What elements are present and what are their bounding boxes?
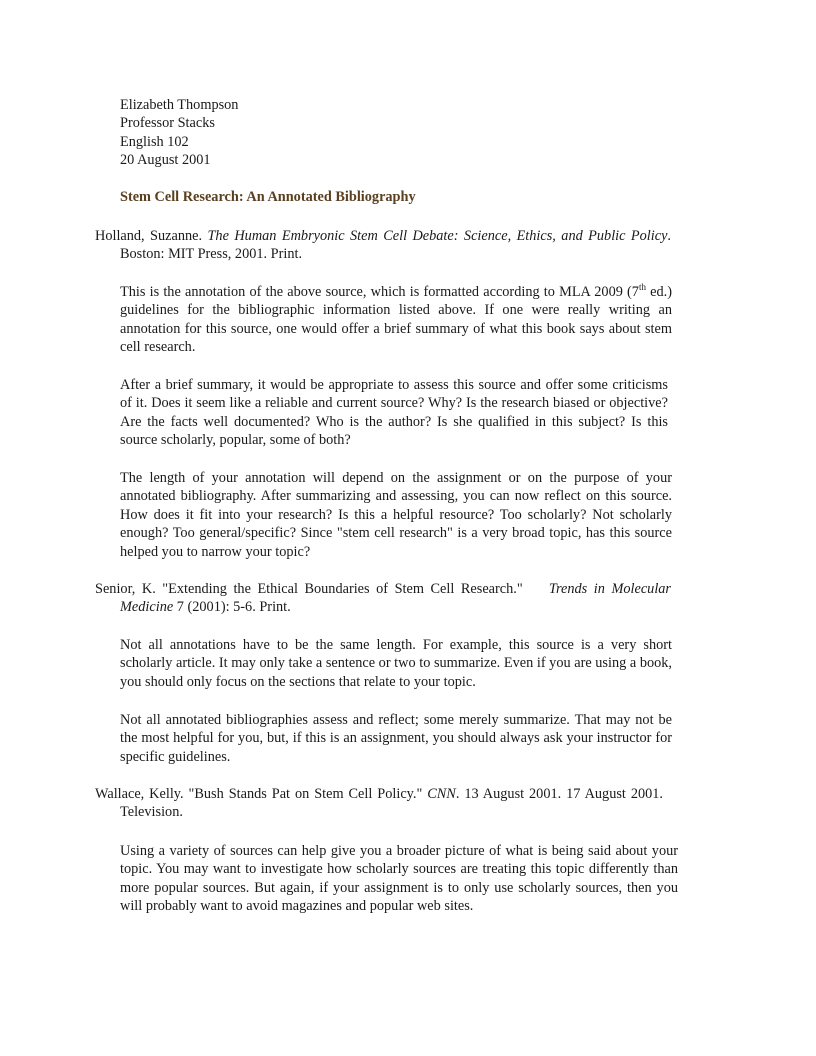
paper-date: 20 August 2001 <box>120 152 211 169</box>
annotation-paragraph: Not all annotations have to be the same length. For example, this source is a very short scholarly article. It may only take a sentence or two to summarize. Even if you are using a book, you should only focus on the sections that relate to your topic. <box>120 637 672 690</box>
citation-publication: 7 (2001): 5-6. Print. <box>173 599 291 616</box>
bibliography-entry <box>95 785 663 822</box>
citation-publication: . 13 August 2001. 17 August 2001. Television. <box>120 786 663 821</box>
document-title: Stem Cell Research: An Annotated Bibliography <box>120 189 416 205</box>
citation-author: Senior, K. "Extending the Ethical Boundaries of Stem Cell Research." <box>95 581 549 597</box>
citation-publication: . Boston: MIT Press, 2001. Print. <box>120 228 671 263</box>
heading-block <box>120 96 238 170</box>
citation-author: Holland, Suzanne. <box>95 228 208 244</box>
annotation-paragraph: This is the annotation of the above source, which is formatted according to MLA 2009 (7th ed.) guidelines for the bibliographic information listed above. If one were really writing an annotation for this source, one would offer a brief summary of what this book says about stem cell research. <box>120 282 672 356</box>
citation <box>95 785 663 822</box>
citation <box>95 580 671 617</box>
annotation-paragraph: After a brief summary, it would be appropriate to assess this source and offer some criticisms of it. Does it seem like a reliable and current source? Why? Is the research biased or objective? Are the facts well documented? Who is the author? Is she qualified in this subject? Is this source scholarly, popular, some of both? <box>120 377 668 449</box>
annotation-paragraph: The length of your annotation will depend on the assignment or on the purpose of your annotated bibliography. After summarizing and assessing, you can now reflect on this source. How does it fit into your research? Is this a helpful resource? Too scholarly? Not scholarly enough? Too general/specific? Since "stem cell research" is a very broad topic, has this source helped you to narrow your topic? <box>120 470 672 560</box>
citation <box>95 227 671 264</box>
citation-title: The Human Embryonic Stem Cell Debate: Science, Ethics, and Public Policy <box>207 228 668 244</box>
citation-title: CNN <box>427 786 456 802</box>
annotation-paragraph: Not all annotated bibliographies assess and reflect; some merely summarize. That may not be the most helpful for you, but, if this is an assignment, you should always ask your instructor for specific guidelines. <box>120 712 672 765</box>
bibliography-entry <box>95 580 671 617</box>
citation-author: Wallace, Kelly. "Bush Stands Pat on Stem Cell Policy." <box>95 786 428 802</box>
citation-title: Trends in Molecular Medicine <box>120 581 671 616</box>
student-name: Elizabeth Thompson <box>120 97 239 113</box>
bibliography-entry <box>95 227 671 264</box>
professor-name: Professor Stacks <box>120 115 215 132</box>
annotation-paragraph: Using a variety of sources can help give you a broader picture of what is being said about your topic. You may want to investigate how scholarly sources are treating this topic differently than more popular sources. But again, if your assignment is to only use scholarly sources, then you will probably want to avoid magazines and popular web sites. <box>120 843 678 915</box>
course-name: English 102 <box>120 133 189 150</box>
